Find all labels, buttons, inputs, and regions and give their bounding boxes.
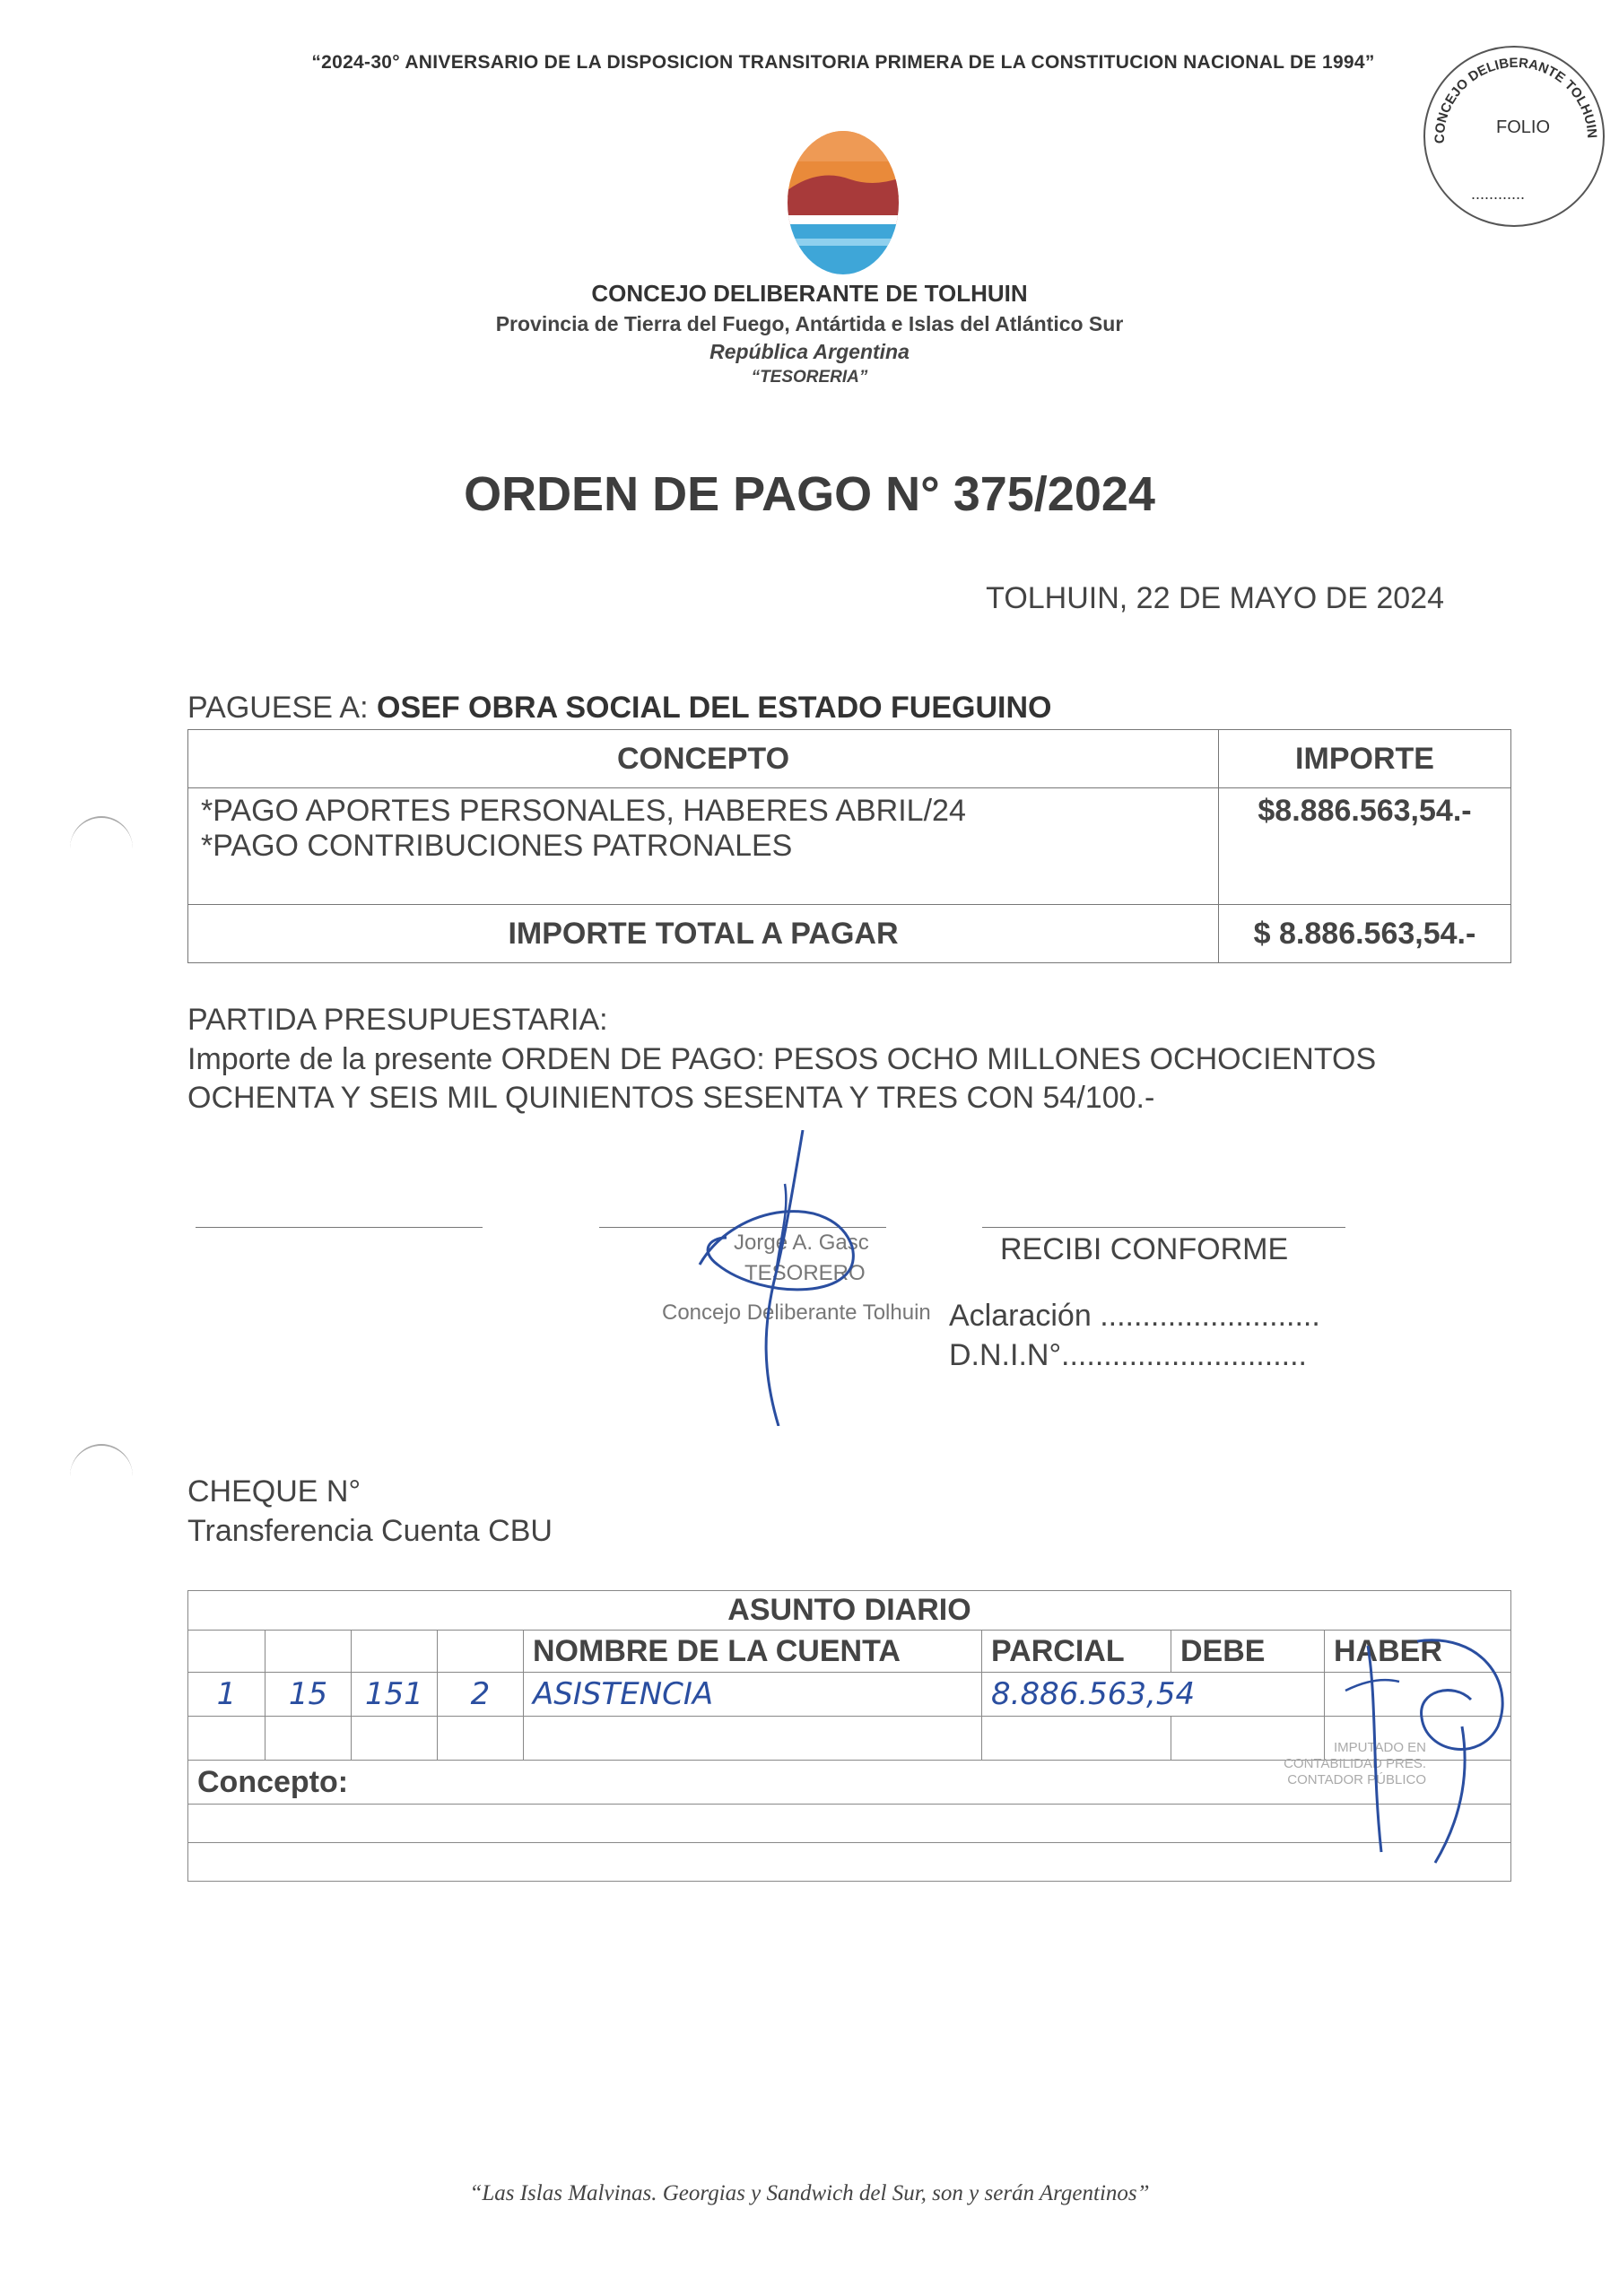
header-motto: “2024-30° ANIVERSARIO DE LA DISPOSICION TRANSITORIA PRIMERA DE LA CONSTITUCION NACIONAL DE 1994” [311,52,1375,73]
col-haber: HABER [1325,1631,1511,1673]
concept-line-1: *PAGO APORTES PERSONALES, HABERES ABRIL/24 [201,794,966,828]
diario-row-c1: 1 [188,1673,265,1717]
col-importe-header: IMPORTE [1219,730,1511,788]
signature-line-recibi [982,1227,1345,1228]
diario-row-c3: 151 [352,1673,438,1717]
diario-row-c4: 2 [438,1673,524,1717]
org-province: Provincia de Tierra del Fuego, Antártida e Islas del Atlántico Sur [495,312,1124,335]
diario-empty-cell [188,1717,265,1761]
tesorero-role: TESORERO [744,1261,866,1285]
folio-label: FOLIO [1496,117,1551,137]
diario-row-c2: 15 [265,1673,352,1717]
tesorero-org: Concejo Deliberante Tolhuin [662,1300,931,1325]
col-nombre-cuenta: NOMBRE DE LA CUENTA [524,1631,982,1673]
budget-label: PARTIDA PRESUPUESTARIA: [187,1003,608,1037]
cheque-number-label: CHEQUE N° [187,1474,361,1509]
amount-words-line-2: OCHENTA Y SEIS MIL QUINIENTOS SESENTA Y TRES CON 54/100.- [187,1081,1155,1115]
diario-row-cuenta: ASISTENCIA [524,1673,982,1717]
col-concepto-header: CONCEPTO [188,730,1219,788]
asunto-diario-table [187,1590,1511,1882]
col-parcial: PARCIAL [982,1631,1171,1673]
payee-line [187,691,1051,726]
diario-concepto-line [188,1843,1511,1882]
punch-mark-top [70,816,133,881]
concept-line-2: *PAGO CONTRIBUCIONES PATRONALES [201,829,793,863]
org-country: República Argentina [709,340,910,363]
diario-empty-cell [982,1717,1171,1761]
diario-col-4 [438,1631,524,1673]
org-name: CONCEJO DELIBERANTE DE TOLHUIN [591,280,1028,307]
diario-empty-cell [438,1717,524,1761]
dni-field: D.N.I.N°............................. [949,1338,1307,1372]
contador-initials [1327,1628,1534,1870]
document-date: TOLHUIN, 22 DE MAYO DE 2024 [986,581,1444,615]
diario-empty-cell [524,1717,982,1761]
concept-cell [188,788,1219,905]
total-label: IMPORTE TOTAL A PAGAR [188,905,1219,963]
payee-label: PAGUESE A: [187,691,369,725]
document-title: ORDEN DE PAGO N° 375/2024 [464,467,1155,521]
diario-empty-cell [352,1717,438,1761]
col-debe: DEBE [1171,1631,1325,1673]
diario-col-2 [265,1631,352,1673]
stamp-line-1: IMPUTADO EN [1333,1740,1426,1755]
org-department: “TESORERIA” [751,368,868,387]
signature-line-left [196,1227,483,1228]
diario-title: ASUNTO DIARIO [188,1591,1511,1631]
concept-amount: $8.886.563,54.- [1219,788,1511,905]
folio-stamp [1417,36,1610,238]
amount-words-line-1: Importe de la presente ORDEN DE PAGO: PESOS OCHO MILLONES OCHOCIENTOS [187,1042,1377,1076]
tesorero-name: Jorge A. Gasc [734,1231,869,1255]
diario-col-3 [352,1631,438,1673]
diario-concepto-label: Concepto: [188,1761,1511,1805]
diario-row-parcial: 8.886.563,54 [982,1673,1325,1717]
folio-dots: ............ [1471,185,1526,203]
total-amount: $ 8.886.563,54.- [1219,905,1511,963]
stamp-line-2: CONTABILIDAD PRES. [1284,1756,1426,1771]
diario-col-1 [188,1631,265,1673]
recibi-conforme: RECIBI CONFORME [1000,1232,1289,1266]
concept-table [187,729,1511,963]
folio-ring-text: CONCEJO DELIBERANTE TOLHUIN [1432,55,1600,144]
tesorero-signature [628,1130,861,1426]
diario-empty-cell [265,1717,352,1761]
punch-mark-bottom [70,1444,133,1509]
aclaracion-field: Aclaración .......................... [949,1299,1320,1333]
concejo-logo [779,126,908,278]
footer-quote: “Las Islas Malvinas. Georgias y Sandwich del Sur, son y serán Argentinos” [469,2181,1150,2205]
transfer-label: Transferencia Cuenta CBU [187,1514,553,1548]
payee-name: OSEF OBRA SOCIAL DEL ESTADO FUEGUINO [377,691,1052,725]
stamp-line-3: CONTADOR PÚBLICO [1287,1772,1426,1787]
amount-in-words [187,1040,1488,1118]
